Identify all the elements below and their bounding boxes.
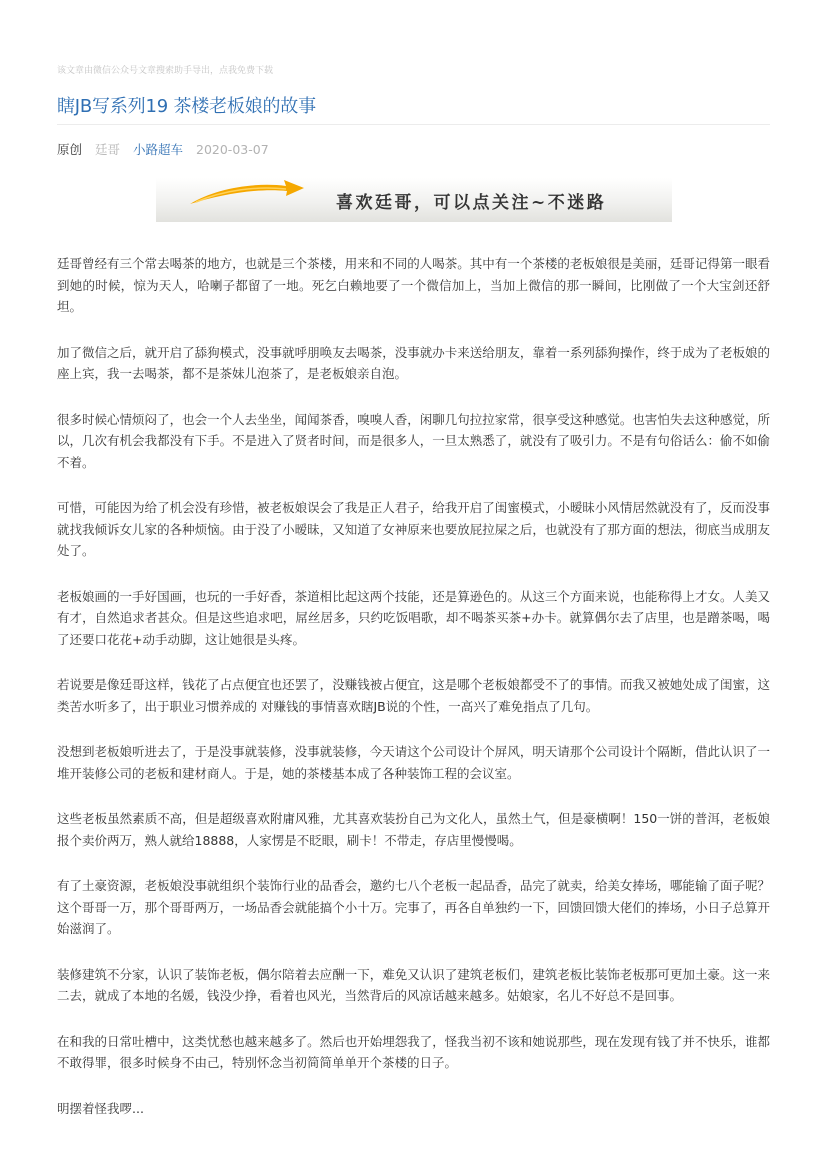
paragraph: 没想到老板娘听进去了，于是没事就装修，没事就装修，今天请这个公司设计个屏风，明天请那个公司设计个隔断，借此认识了一堆开装修公司的老板和建材商人。于是，她的茶楼基本成了各种装饰工程的会议室。 xyxy=(57,744,770,781)
paragraph: 老板娘画的一手好国画，也玩的一手好香，茶道相比起这两个技能，还是算逊色的。从这三个方面来说，也能称得上才女。人美又有才，自然追求者甚众。但是这些追求吧，屌丝居多，只约吃饭唱歌，却不喝茶买茶+办卡。就算偶尔去了店里，也是蹭茶喝，喝了还要口花花+动手动脚，这让她很是头疼。 xyxy=(57,588,770,647)
paragraph: 有了土豪资源，老板娘没事就组织个装饰行业的品香会，邀约七八个老板一起品香，品完了就卖，给美女捧场，哪能输了面子呢？这个哥哥一万，那个哥哥两万，一场品香会就能搞个小十万。完事了，再各自单独约一下，回馈回馈大佬们的捧场，小日子总算开始滋润了。 xyxy=(57,878,770,936)
article-meta xyxy=(57,140,278,158)
export-note-link[interactable]: 该文章由微信公众号文章搜索助手导出，点我免费下载 xyxy=(57,66,274,76)
arrow-icon xyxy=(186,180,336,220)
paragraph: 明摆着怪我啰... xyxy=(57,1100,144,1116)
author-name: 廷哥 xyxy=(95,142,121,157)
publish-date: 2020-03-07 xyxy=(196,142,269,157)
paragraph: 在和我的日常吐槽中，这类忧愁也越来越多了。然后也开始埋怨我了，怪我当初不该和她说那些，现在发现有钱了并不快乐，谁都不敢得罪，很多时候身不由己，特别怀念当初简简单单开个茶楼的日子。 xyxy=(57,1033,770,1070)
banner-text: 喜欢廷哥，可以点关注~不迷路 xyxy=(336,193,607,213)
paragraph: 可惜，可能因为给了机会没有珍惜，被老板娘误会了我是正人君子，给我开启了闺蜜模式，小暧昧小风情居然就没有了，反而没事就找我倾诉女儿家的各种烦恼。由于没了小暧昧，又知道了女神原来也要放屁拉屎之后，也就没有了那方面的想法，彻底当成朋友处了。 xyxy=(57,500,770,558)
article-title: 瞎JB写系列19 茶楼老板娘的故事 xyxy=(57,96,316,117)
title-divider xyxy=(57,124,770,125)
paragraph: 这些老板虽然素质不高，但是超级喜欢附庸风雅，尤其喜欢装扮自己为文化人，虽然土气，但是豪横啊！150一饼的普洱，老板娘报个卖价两万，熟人就给18888，人家愣是不眨眼，刷卡！不带走，存店里慢慢喝。 xyxy=(57,811,770,848)
follow-banner-image xyxy=(156,178,672,222)
paragraph: 加了微信之后，就开启了舔狗模式，没事就呼朋唤友去喝茶，没事就办卡来送给朋友，靠着一系列舔狗操作，终于成为了老板娘的座上宾，我一去喝茶，都不是茶妹儿泡茶了，是老板娘亲自泡。 xyxy=(57,344,770,381)
paragraph: 装修建筑不分家，认识了装饰老板，偶尔陪着去应酬一下，难免又认识了建筑老板们，建筑老板比装饰老板那可更加土豪。这一来二去，就成了本地的名媛，钱没少挣，看着也风光，当然背后的风凉话越来越多。姑娘家，名儿不好总不是回事。 xyxy=(57,966,770,1003)
paragraph: 很多时候心情烦闷了，也会一个人去坐坐，闻闻茶香，嗅嗅人香，闲聊几句拉拉家常，很享受这种感觉。也害怕失去这种感觉，所以，几次有机会我都没有下手。不是进入了贤者时间，而是很多人，一旦太熟悉了，就没有了吸引力。不是有句俗话么：偷不如偷不着。 xyxy=(57,411,770,470)
original-label: 原创 xyxy=(57,142,83,157)
account-name-link[interactable]: 小路超车 xyxy=(133,142,184,157)
paragraph: 廷哥曾经有三个常去喝茶的地方，也就是三个茶楼，用来和不同的人喝茶。其中有一个茶楼的老板娘很是美丽，廷哥记得第一眼看到她的时候，惊为天人，哈喇子都留了一地。死乞白赖地要了一个微信加上，当加上微信的那一瞬间，比刚做了一个大宝剑还舒坦。 xyxy=(57,256,770,314)
paragraph: 若说要是像廷哥这样，钱花了占点便宜也还罢了，没赚钱被占便宜，这是哪个老板娘都受不了的事情。而我又被她处成了闺蜜，这类苦水听多了，出于职业习惯养成的 对赚钱的事情喜欢瞎JB说的个性，一高兴了难免指点了几句。 xyxy=(57,677,770,714)
article-body xyxy=(57,253,770,1143)
